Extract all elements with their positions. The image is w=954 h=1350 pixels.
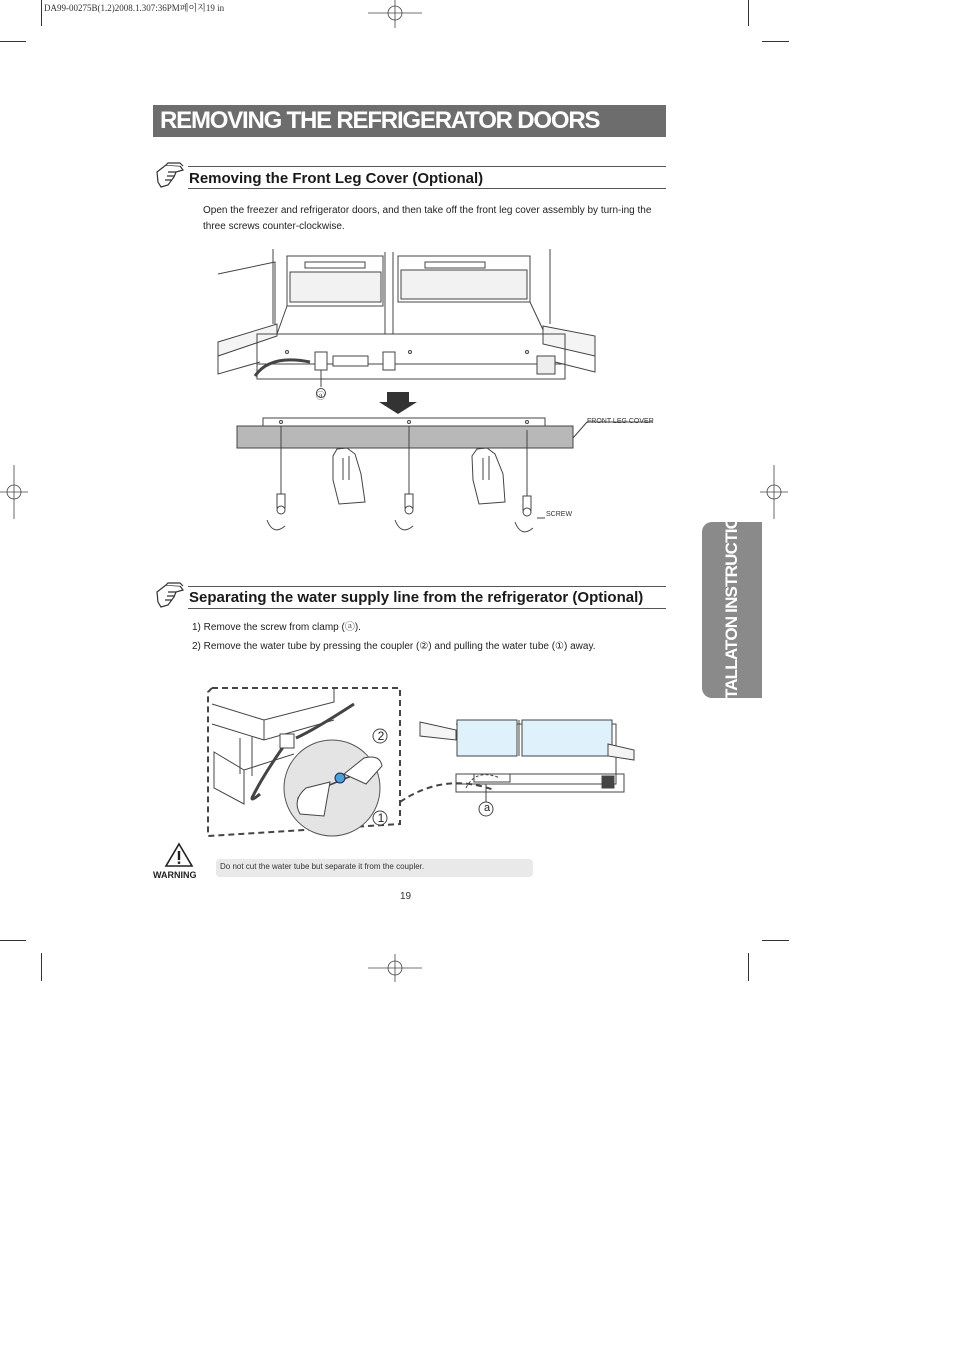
screw-label: SCREW <box>546 511 573 518</box>
step-2: 2) Remove the water tube by pressing the coupler (②) and pulling the water tube (①) away. <box>192 641 596 652</box>
tube-label: 1 <box>377 811 385 825</box>
pointing-hand-icon <box>154 580 186 610</box>
leg-cover-illustration <box>215 244 660 544</box>
section-text-leg-cover: Open the freezer and refrigerator doors, and then take off the front leg cover assembly by turn-ing the three screws counter-clockwise. <box>203 205 652 232</box>
warning-label: WARNING <box>153 870 197 880</box>
section-title-leg-cover: Removing the Front Leg Cover (Optional) <box>189 170 484 187</box>
page-number: 19 <box>400 891 412 902</box>
water-line-illustration <box>204 684 640 842</box>
clamp-label: ⓐ <box>316 391 326 401</box>
clamp-label-small: a <box>483 802 491 814</box>
pointing-hand-icon <box>154 160 186 190</box>
step-1: 1) Remove the screw from clamp (ⓐ). <box>192 622 361 633</box>
section-rule <box>188 166 666 167</box>
coupler-label: 2 <box>377 729 385 743</box>
side-tab-label: INSTALLATON INSTRUCTIONS <box>722 494 741 726</box>
print-info: DA99-00275B(1.2)2008.1.307:36PM페이지19 in <box>44 3 225 13</box>
page-title: REMOVING THE REFRIGERATOR DOORS <box>160 107 600 134</box>
warning-icon <box>164 842 194 868</box>
section-rule <box>188 608 666 609</box>
section-rule <box>188 188 666 189</box>
warning-text: Do not cut the water tube but separate it from the coupler. <box>220 862 425 871</box>
section-title-water-line: Separating the water supply line from the refrigerator (Optional) <box>189 589 644 606</box>
section-rule <box>188 586 666 587</box>
front-leg-cover-label: FRONT LEG COVER <box>587 418 654 425</box>
